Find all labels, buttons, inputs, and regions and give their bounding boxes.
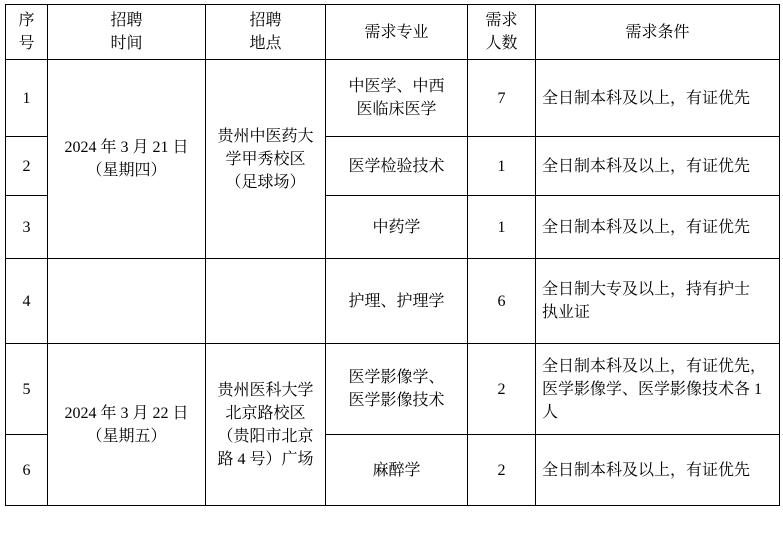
cell-seq: 2: [6, 137, 48, 196]
cell-line: 全日制本科及以上，有证优先: [542, 89, 751, 107]
table-row: [6, 259, 780, 344]
cell-condition: [536, 196, 780, 259]
cell-line: 全日制本科及以上，有证优先，: [542, 357, 767, 375]
cell-seq: 5: [6, 344, 48, 435]
cell-time: [48, 60, 206, 259]
document-page: [0, 4, 783, 544]
cell-line: （贵阳市北京: [217, 427, 314, 445]
table-row: [6, 344, 780, 435]
cell-major: [326, 435, 468, 506]
header-line: 号: [18, 35, 35, 53]
cell-line: 全日制本科及以上，有证优先: [542, 218, 751, 236]
cell-line: 医学影像技术: [348, 392, 445, 410]
table-row: [6, 60, 780, 137]
cell-line: 麻醉学: [372, 461, 421, 479]
cell-major: [326, 196, 468, 259]
cell-line: 医学检验技术: [348, 157, 445, 175]
cell-line: 护理、护理学: [348, 292, 445, 310]
header-line: 需求: [485, 12, 518, 29]
cell-line: 2024 年 3 月 21 日: [64, 139, 189, 157]
header-line: 地点: [249, 35, 282, 53]
cell-count: 6: [468, 259, 536, 344]
cell-count: 2: [468, 435, 536, 506]
cell-condition: [536, 344, 780, 435]
cell-seq: 3: [6, 196, 48, 259]
cell-count: 2: [468, 344, 536, 435]
cell-line: 全日制本科及以上，有证优先: [542, 461, 751, 479]
header-line: 招聘: [249, 12, 282, 29]
cell-line: 执业证: [542, 304, 591, 322]
cell-seq: 6: [6, 435, 48, 506]
cell-major: [326, 60, 468, 137]
cell-line: 全日制本科及以上，有证优先: [542, 157, 751, 175]
cell-seq: 1: [6, 60, 48, 137]
cell-line: 医临床医学: [356, 101, 437, 119]
cell-place-empty: [206, 259, 326, 344]
cell-place: [206, 60, 326, 259]
cell-major: [326, 137, 468, 196]
header-cell-major: [326, 5, 468, 60]
header-cell-count: [468, 5, 536, 60]
table-body: [6, 60, 780, 506]
header-line: 需求专业: [364, 23, 429, 41]
cell-line: 贵州医科大学: [217, 381, 314, 399]
cell-count: 7: [468, 60, 536, 137]
cell-line: 路 4 号）广场: [217, 451, 314, 469]
cell-condition: [536, 435, 780, 506]
header-row: [6, 5, 780, 60]
header-line: 招聘: [110, 12, 143, 29]
cell-line: （星期五）: [86, 427, 167, 445]
cell-condition: [536, 60, 780, 137]
cell-line: 2024 年 3 月 22 日: [64, 404, 189, 422]
cell-line: 医学影像学、医学影像技术各 1: [542, 380, 763, 398]
cell-line: 中医学、中西: [348, 78, 445, 96]
cell-time-empty: [48, 259, 206, 344]
cell-line: 人: [542, 403, 559, 421]
cell-major: [326, 344, 468, 435]
header-cell-place: [206, 5, 326, 60]
header-cell-time: [48, 5, 206, 60]
cell-time: [48, 344, 206, 506]
cell-seq: 4: [6, 259, 48, 344]
cell-line: 全日制大专及以上，持有护士: [542, 281, 751, 299]
header-line: 序: [18, 12, 35, 29]
cell-major: [326, 259, 468, 344]
cell-count: 1: [468, 137, 536, 196]
header-cell-seq: [6, 5, 48, 60]
cell-place: [206, 344, 326, 506]
cell-line: 医学影像学、: [348, 369, 445, 387]
cell-line: 学甲秀校区: [225, 150, 306, 168]
header-line: 需求条件: [625, 23, 690, 41]
cell-condition: [536, 259, 780, 344]
table-header: [6, 5, 780, 60]
recruitment-table: [5, 4, 780, 506]
header-line: 人数: [485, 35, 518, 53]
cell-count: 1: [468, 196, 536, 259]
cell-line: （星期四）: [86, 162, 167, 180]
cell-line: （足球场）: [225, 173, 306, 191]
header-line: 时间: [110, 35, 143, 53]
cell-line: 贵州中医药大: [217, 127, 314, 145]
cell-condition: [536, 137, 780, 196]
cell-line: 北京路校区: [225, 404, 306, 422]
cell-line: 中药学: [372, 218, 421, 236]
header-cell-condition: [536, 5, 780, 60]
